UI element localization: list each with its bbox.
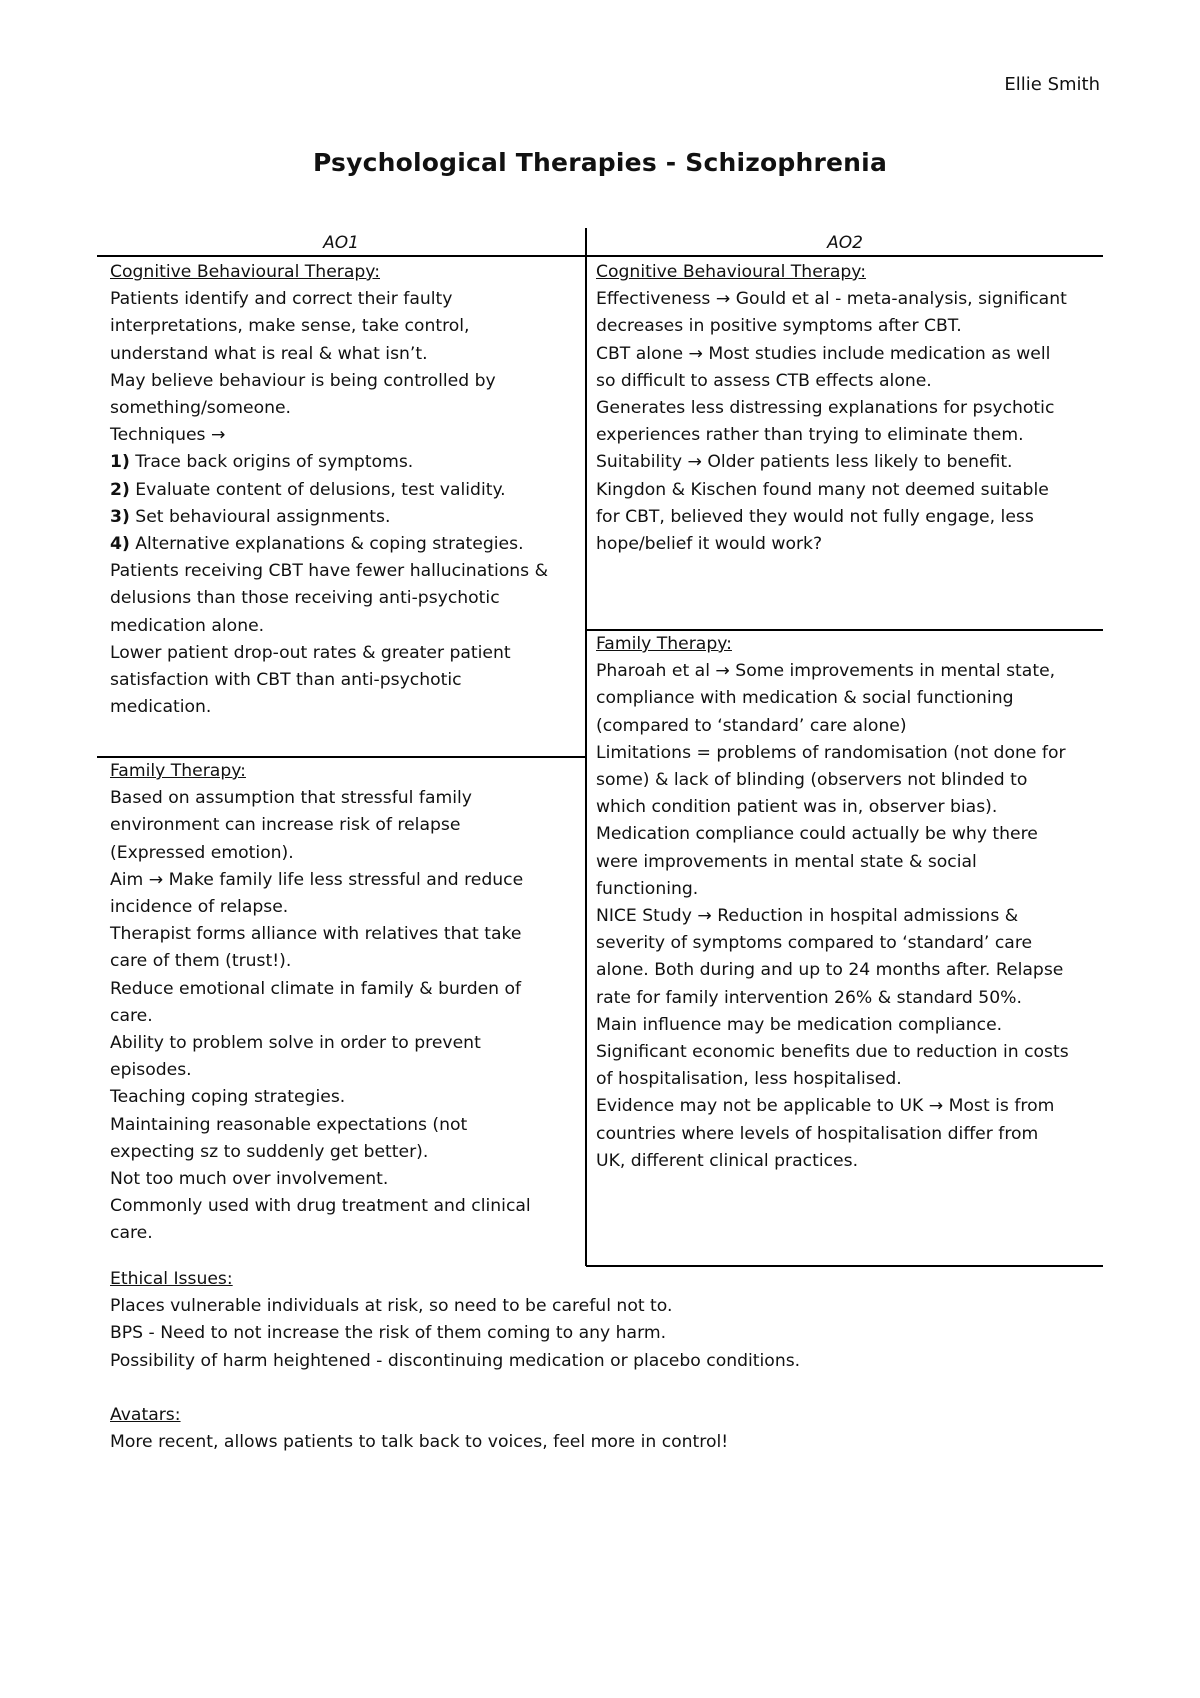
avatars-section	[110, 1402, 728, 1456]
text-line: understand what is real & what isn’t.	[110, 343, 428, 364]
text-line: care of them (trust!).	[110, 951, 292, 972]
text-line: Evidence may not be applicable to UK → Most is from	[596, 1096, 1055, 1117]
ao1-cbt-section	[110, 259, 548, 721]
text-line: interpretations, make sense, take control,	[110, 316, 470, 337]
text-line: 1) Trace back origins of symptoms.	[110, 452, 414, 473]
section-heading: Ethical Issues:	[110, 1269, 233, 1289]
text-line: experiences rather than trying to eliminate them.	[596, 425, 1024, 446]
text-line: incidence of relapse.	[110, 897, 289, 918]
text-line: Main influence may be medication compliance.	[596, 1014, 1003, 1035]
text-line: were improvements in mental state & social	[596, 851, 977, 872]
section-body	[596, 658, 1069, 1175]
text-line: 2) Evaluate content of delusions, test validity.	[110, 479, 506, 500]
ao1-family-section	[110, 758, 531, 1248]
text-line: Patients receiving CBT have fewer hallucinations &	[110, 561, 548, 582]
text-line: Based on assumption that stressful family	[110, 788, 472, 809]
text-line: Kingdon & Kischen found many not deemed suitable	[596, 479, 1049, 500]
text-line: 4) Alternative explanations & coping strategies.	[110, 534, 524, 555]
text-line: Ability to problem solve in order to prevent	[110, 1033, 481, 1054]
text-line: Patients identify and correct their faulty	[110, 289, 453, 310]
text-line: care.	[110, 1005, 153, 1026]
text-line: alone. Both during and up to 24 months after. Relapse	[596, 960, 1064, 981]
section-heading: Cognitive Behavioural Therapy:	[110, 262, 380, 282]
author-name: Ellie Smith	[1004, 74, 1100, 95]
text-line: Effectiveness → Gould et al - meta-analysis, significant	[596, 289, 1067, 310]
text-line: rate for family intervention 26% & standard 50%.	[596, 987, 1022, 1008]
ao2-family-section	[596, 631, 1069, 1175]
text-line: delusions than those receiving anti-psychotic	[110, 588, 500, 609]
table-header-rule	[97, 255, 1103, 257]
text-line: Possibility of harm heightened - discontinuing medication or placebo conditions.	[110, 1350, 801, 1371]
section-body	[110, 286, 548, 721]
section-body	[110, 1429, 728, 1456]
text-line: something/someone.	[110, 398, 292, 419]
text-line: Lower patient drop-out rates & greater patient	[110, 642, 511, 663]
text-line: Therapist forms alliance with relatives that take	[110, 924, 522, 945]
text-line: Generates less distressing explanations for psychotic	[596, 398, 1055, 419]
text-line: Places vulnerable individuals at risk, so need to be careful not to.	[110, 1296, 673, 1317]
section-body	[110, 1293, 800, 1375]
text-line: satisfaction with CBT than anti-psychotic	[110, 670, 462, 691]
text-line: functioning.	[596, 878, 699, 899]
text-line: Aim → Make family life less stressful and reduce	[110, 869, 524, 890]
section-heading: Avatars:	[110, 1405, 181, 1425]
column-header-ao2: AO2	[827, 233, 863, 253]
text-line: BPS - Need to not increase the risk of them coming to any harm.	[110, 1323, 667, 1344]
text-line: Suitability → Older patients less likely to benefit.	[596, 452, 1013, 473]
text-line: environment can increase risk of relapse	[110, 815, 461, 836]
section-body	[110, 785, 531, 1247]
text-line: Techniques →	[110, 425, 226, 446]
section-body	[596, 286, 1067, 558]
text-line: some) & lack of blinding (observers not blinded to	[596, 770, 1028, 791]
text-line: medication.	[110, 697, 212, 718]
text-line: so difficult to assess CTB effects alone.	[596, 370, 932, 391]
text-line: for CBT, believed they would not fully engage, less	[596, 506, 1034, 527]
section-heading: Family Therapy:	[596, 634, 732, 654]
text-line: Commonly used with drug treatment and clinical	[110, 1196, 531, 1217]
text-line: Reduce emotional climate in family & burden of	[110, 978, 522, 999]
text-line: Not too much over involvement.	[110, 1169, 389, 1190]
text-line: countries where levels of hospitalisation differ from	[596, 1123, 1039, 1144]
table-column-divider	[585, 228, 587, 1266]
text-line: hope/belief it would work?	[596, 534, 823, 555]
text-line: CBT alone → Most studies include medication as well	[596, 343, 1051, 364]
text-line: Pharoah et al → Some improvements in mental state,	[596, 661, 1056, 682]
text-line: of hospitalisation, less hospitalised.	[596, 1069, 902, 1090]
text-line: medication alone.	[110, 615, 265, 636]
text-line: severity of symptoms compared to ‘standard’ care	[596, 933, 1033, 954]
text-line: (compared to ‘standard’ care alone)	[596, 715, 907, 736]
column-header-ao1: AO1	[323, 233, 359, 253]
text-line: Significant economic benefits due to reduction in costs	[596, 1042, 1069, 1063]
ao2-cbt-section	[596, 259, 1067, 558]
text-line: May believe behaviour is being controlled by	[110, 370, 496, 391]
text-line: (Expressed emotion).	[110, 842, 294, 863]
text-line: Teaching coping strategies.	[110, 1087, 346, 1108]
text-line: which condition patient was in, observer bias).	[596, 797, 998, 818]
ethical-issues-section	[110, 1266, 800, 1375]
page-title: Psychological Therapies - Schizophrenia	[312, 148, 888, 177]
section-heading: Family Therapy:	[110, 761, 246, 781]
text-line: NICE Study → Reduction in hospital admissions &	[596, 906, 1019, 927]
text-line: UK, different clinical practices.	[596, 1150, 859, 1171]
text-line: Maintaining reasonable expectations (not	[110, 1114, 468, 1135]
text-line: episodes.	[110, 1060, 192, 1081]
text-line: 3) Set behavioural assignments.	[110, 506, 391, 527]
section-heading: Cognitive Behavioural Therapy:	[596, 262, 866, 282]
text-line: compliance with medication & social functioning	[596, 688, 1014, 709]
text-line: decreases in positive symptoms after CBT.	[596, 316, 962, 337]
text-line: care.	[110, 1223, 153, 1244]
text-line: Medication compliance could actually be why there	[596, 824, 1038, 845]
text-line: expecting sz to suddenly get better).	[110, 1141, 429, 1162]
text-line: More recent, allows patients to talk back to voices, feel more in control!	[110, 1432, 729, 1453]
text-line: Limitations = problems of randomisation (not done for	[596, 742, 1066, 763]
